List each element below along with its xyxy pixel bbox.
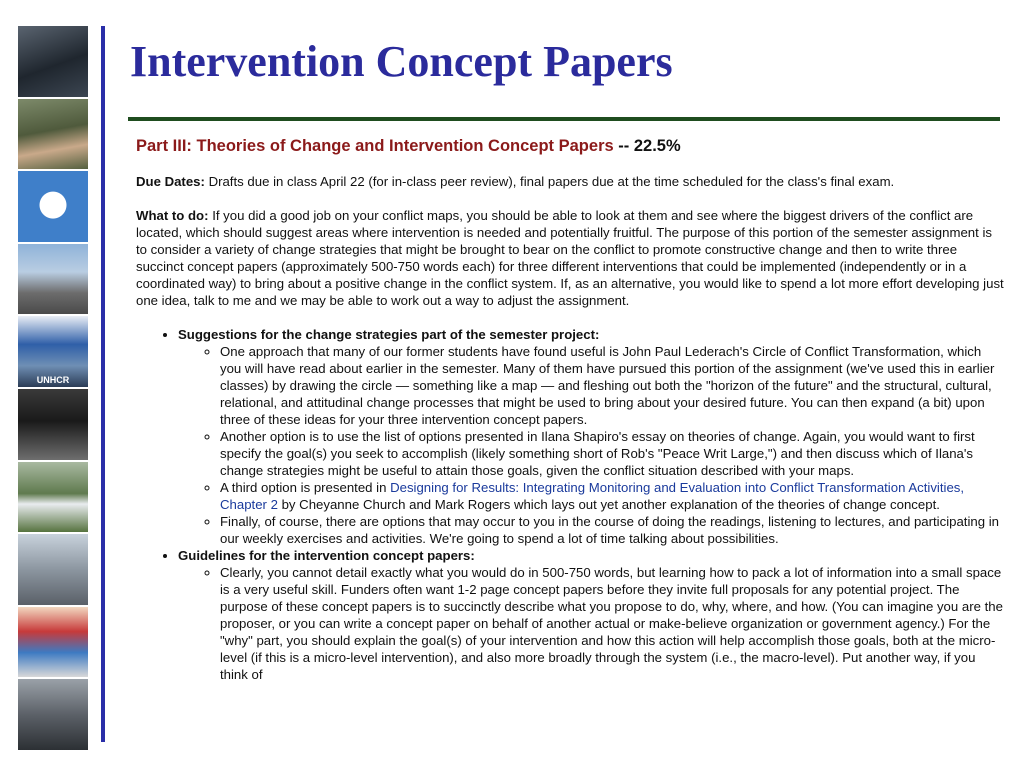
soldier-photo-icon	[18, 99, 88, 170]
guidelines-heading: Guidelines for the intervention concept papers:	[178, 548, 475, 563]
list-item: ◦ Another option is to use the list of options presented in Ilana Shapiro's essay on theories of change. Again, you would want to first specify the goal(s) you seek to accomplish (likely something short of Rob's "Peace Writ Large,") and then discuss which of Ilana's change strategies might be useful to attain those goals, given the conflict situation described with your maps.	[220, 428, 1004, 479]
list-item: ◦ Finally, of course, there are options that may occur to you in the course of doing the readings, listening to lectures, and participating in our weekly exercises and activities. We're going to spend a lot of time talking about possibilities.	[220, 513, 1004, 547]
slide-title: Intervention Concept Papers	[130, 37, 673, 86]
fighter-jet-photo-icon	[18, 534, 88, 605]
un-emblem-photo-icon	[18, 171, 88, 242]
handcuffs-photo-icon	[18, 679, 88, 750]
due-dates-paragraph	[136, 173, 1004, 190]
part-weight: -- 22.5%	[618, 137, 681, 155]
due-dates-label: Due Dates:	[136, 174, 205, 189]
what-to-do-label: What to do:	[136, 208, 209, 223]
suggestions-list	[178, 343, 1004, 547]
guidelines-list	[178, 564, 1004, 683]
designing-for-results-link[interactable]: Designing for Results: Integrating Monitoring and Evaluation into Conflict Transformation Activities, Chapter 2	[220, 480, 965, 512]
what-to-do-paragraph	[136, 207, 1004, 309]
suggestions-section	[178, 326, 1004, 547]
item3-post: by Cheyanne Church and Mark Rogers which lays out yet another explanation of the theories of change concept.	[277, 497, 940, 512]
item3-pre: A third option is presented in	[220, 480, 391, 495]
list-item	[220, 479, 1004, 513]
riot-police-photo-icon	[18, 26, 88, 97]
part-title: Part III: Theories of Change and Intervention Concept Papers	[136, 137, 614, 155]
twin-towers-photo-icon	[18, 244, 88, 315]
list-item: ◦ Clearly, you cannot detail exactly what you would do in 500-750 words, but learning how to pack a lot of information into a small space is a very useful skill. Funders often want 1-2 page concept papers before they invite full proposals for any potential project. The purpose of these concept papers is to succinctly describe what you propose to do, why, where, and how. (You can imagine you are the proposer, or you can write a concept paper on behalf of another actual or make-believe organization or government agency.) For the "why" part, you should explain the goal(s) of your intervention and how this action will help accomplish those goals, both at the micro-level (if this is a micro-level intervention), and also more broadly through the system (i.e., the macro-level). Put another way, if you think of	[220, 564, 1004, 683]
what-to-do-text: If you did a good job on your conflict maps, you should be able to look at them and see where the biggest drivers of the conflict are located, which should suggest areas where intervention is needed and potentially fruitful. The purpose of this portion of the semester assignment is to consider a variety of change strategies that might be brought to bear on the conflict to promote constructive change and then to write three succinct concept papers (approximately 500-750 words each) for three different interventions that could be implemented (independently or in a coordinated way) to bring about a positive change in the conflict system. If, as an alternative, you would like to spend a lot more effort developing just one idea, talk to me and we may be able to work out a way to adjust the assignment.	[136, 208, 1004, 308]
sections-list	[136, 326, 1004, 683]
protest-signs-photo-icon	[18, 607, 88, 678]
photo-strip	[18, 26, 88, 750]
list-item: ◦ One approach that many of our former students have found useful is John Paul Lederach's Circle of Conflict Transformation, which you will have read about earlier in the semester. Many of them have pursued this portion of the assignment (we've used this in earlier classes) by drawing the circle — something like a map — and fleshing out both the "horizon of the future" and the structural, cultural, relational, and attitudinal change processes that might be used to bring about your desired future. You can then expand (a bit) upon three of these ideas for your three intervention concept papers.	[220, 343, 1004, 428]
unhcr-label: UNHCR	[36, 374, 70, 385]
mlk-photo-icon	[18, 389, 88, 460]
suggestions-heading: Suggestions for the change strategies part of the semester project:	[178, 327, 600, 342]
unhcr-truck-photo-icon	[18, 316, 88, 387]
due-dates-text: Drafts due in class April 22 (for in-class peer review), final papers due at the time scheduled for the class's final exam.	[208, 174, 895, 189]
vertical-divider	[101, 26, 105, 742]
title-underline	[128, 117, 1000, 121]
part-heading	[136, 135, 1004, 157]
guidelines-section	[178, 547, 1004, 683]
document-excerpt	[136, 135, 1004, 768]
arlington-cemetery-photo-icon	[18, 462, 88, 533]
